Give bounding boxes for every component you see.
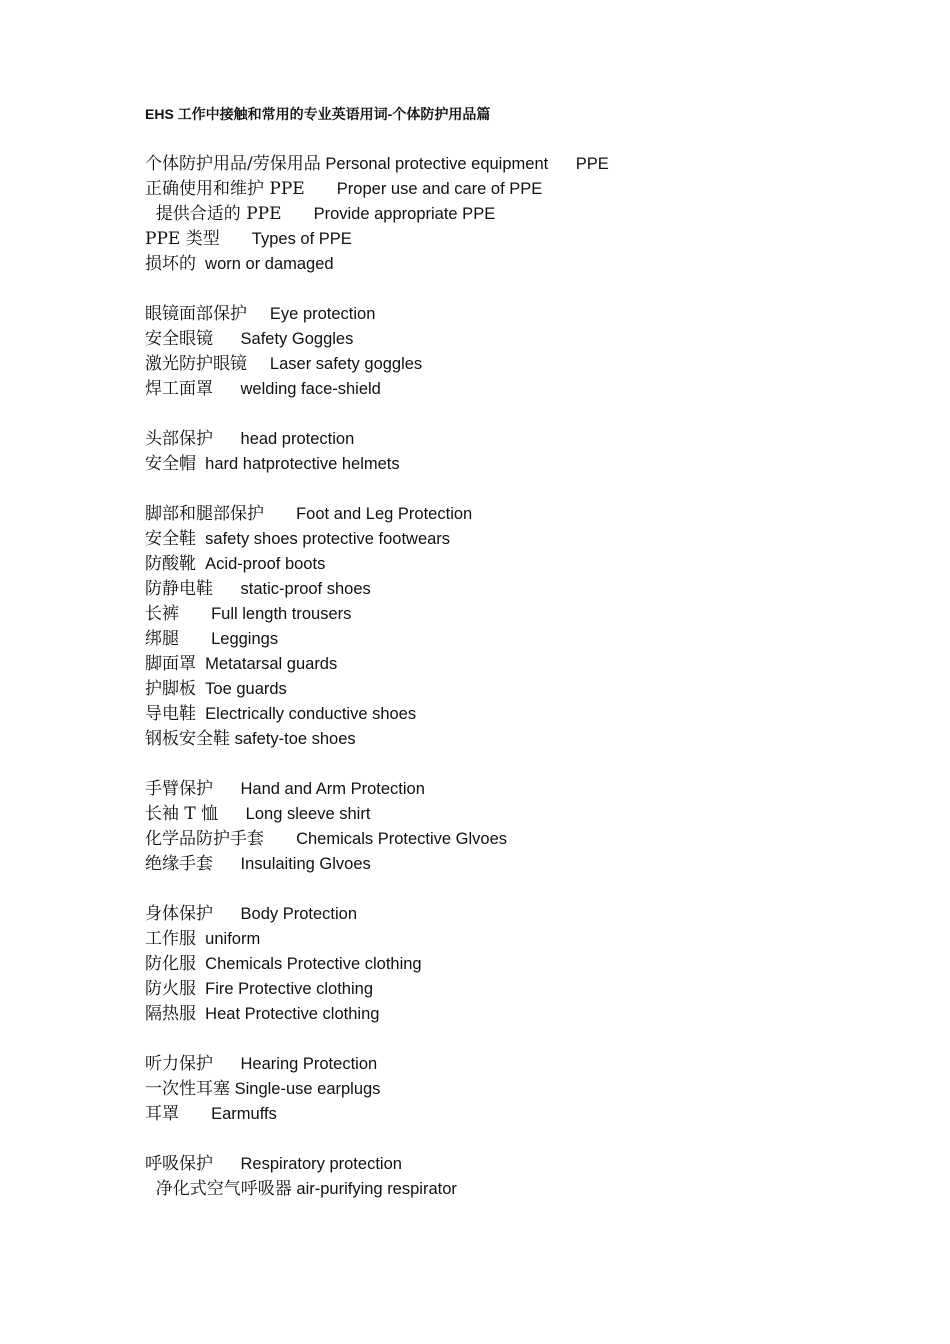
glossary-entry [145, 626, 905, 651]
chinese-term: 绝缘手套 [145, 854, 213, 874]
chinese-term: 防化服 [145, 954, 196, 974]
term-spacer [196, 705, 205, 723]
glossary-section [145, 426, 905, 476]
glossary-section [145, 1051, 905, 1126]
english-term: hard hatprotective helmets [205, 455, 400, 473]
english-term: static-proof shoes [240, 580, 371, 598]
glossary-entry [145, 651, 905, 676]
chinese-term: 脚面罩 [145, 654, 196, 674]
glossary-entry [145, 826, 905, 851]
glossary-entry [145, 901, 905, 926]
english-term: Hearing Protection [240, 1055, 378, 1073]
chinese-term: 净化式空气呼吸器 [145, 1179, 292, 1199]
english-term: Provide appropriate PPE [313, 205, 496, 223]
glossary-entry [145, 151, 905, 176]
document-page [145, 104, 905, 1226]
chinese-term: 隔热服 [145, 1004, 196, 1024]
glossary-entry [145, 776, 905, 801]
chinese-term: 呼吸保护 [145, 1154, 213, 1174]
chinese-term: 损坏的 [145, 254, 196, 274]
glossary-entry [145, 1176, 905, 1201]
term-spacer [196, 530, 205, 548]
chinese-term: 防酸靴 [145, 554, 196, 574]
glossary-entry [145, 301, 905, 326]
term-spacer [196, 955, 205, 973]
glossary-entry [145, 426, 905, 451]
chinese-term: 手臂保护 [145, 779, 213, 799]
glossary-entry [145, 601, 905, 626]
chinese-term: 听力保护 [145, 1054, 213, 1074]
term-spacer [196, 980, 205, 998]
glossary-entry [145, 701, 905, 726]
chinese-term: 防静电鞋 [145, 579, 213, 599]
glossary-section [145, 901, 905, 1026]
term-spacer [196, 255, 205, 273]
english-term: Personal protective equipment PPE [325, 155, 609, 173]
chinese-term: 安全眼镜 [145, 329, 213, 349]
chinese-term: 一次性耳塞 [145, 1079, 230, 1099]
glossary-entry [145, 801, 905, 826]
term-spacer [179, 605, 211, 623]
term-spacer [213, 855, 241, 873]
term-spacer [213, 780, 241, 798]
english-term: Proper use and care of PPE [336, 180, 543, 198]
term-spacer [196, 1005, 205, 1023]
term-spacer [179, 1105, 211, 1123]
english-term: Fire Protective clothing [205, 980, 373, 998]
glossary-section [145, 1151, 905, 1201]
chinese-term: 长裤 [145, 604, 179, 624]
english-term: Laser safety goggles [269, 355, 423, 373]
chinese-term: 安全帽 [145, 454, 196, 474]
english-term: Acid-proof boots [205, 555, 326, 573]
term-spacer [213, 905, 241, 923]
chinese-term: 身体保护 [145, 904, 213, 924]
glossary-entry [145, 451, 905, 476]
english-term: Full length trousers [211, 605, 352, 623]
english-term: Toe guards [205, 680, 287, 698]
glossary-entry [145, 201, 905, 226]
glossary-entry [145, 176, 905, 201]
glossary-entry [145, 951, 905, 976]
glossary-entry [145, 251, 905, 276]
term-spacer [213, 330, 241, 348]
glossary-entry [145, 376, 905, 401]
english-term: Types of PPE [251, 230, 352, 248]
english-term: Chemicals Protective clothing [205, 955, 422, 973]
term-spacer [213, 1155, 241, 1173]
term-spacer [282, 205, 314, 223]
chinese-term: 激光防护眼镜 [145, 354, 247, 374]
english-term: safety shoes protective footwears [205, 530, 451, 548]
glossary-section [145, 301, 905, 401]
english-term: Earmuffs [211, 1105, 277, 1123]
english-term: Foot and Leg Protection [296, 505, 473, 523]
glossary-section [145, 776, 905, 876]
english-term: Leggings [211, 630, 279, 648]
chinese-term: 耳罩 [145, 1104, 179, 1124]
english-term: head protection [240, 430, 355, 448]
english-term: Insulaiting Glvoes [240, 855, 371, 873]
glossary-entry [145, 226, 905, 251]
glossary-entry [145, 676, 905, 701]
glossary-entry [145, 726, 905, 751]
english-term: safety-toe shoes [234, 730, 356, 748]
glossary-entry [145, 1001, 905, 1026]
term-spacer [218, 805, 246, 823]
english-term: uniform [205, 930, 261, 948]
glossary-entry [145, 1101, 905, 1126]
term-spacer [213, 380, 241, 398]
term-spacer [213, 430, 241, 448]
glossary-entry [145, 351, 905, 376]
term-spacer [264, 505, 296, 523]
term-spacer [213, 580, 241, 598]
english-term: Metatarsal guards [205, 655, 338, 673]
english-term: Single-use earplugs [234, 1080, 381, 1098]
glossary-entry [145, 326, 905, 351]
chinese-term: 化学品防护手套 [145, 829, 264, 849]
english-term: worn or damaged [205, 255, 334, 273]
glossary-section [145, 501, 905, 751]
glossary-entry [145, 551, 905, 576]
glossary-entry [145, 851, 905, 876]
term-spacer [247, 305, 270, 323]
chinese-term: 焊工面罩 [145, 379, 213, 399]
term-spacer [220, 230, 252, 248]
english-term: Electrically conductive shoes [205, 705, 417, 723]
chinese-term: 工作服 [145, 929, 196, 949]
term-spacer [196, 455, 205, 473]
chinese-term: PPE 类型 [145, 229, 220, 249]
chinese-term: 防火服 [145, 979, 196, 999]
chinese-term: 护脚板 [145, 679, 196, 699]
glossary-entry [145, 976, 905, 1001]
term-spacer [196, 930, 205, 948]
chinese-term: 个体防护用品/劳保用品 [145, 154, 321, 174]
term-spacer [305, 180, 337, 198]
term-spacer [247, 355, 270, 373]
glossary-entry [145, 1076, 905, 1101]
english-term: Body Protection [240, 905, 357, 923]
english-term: Respiratory protection [240, 1155, 402, 1173]
english-term: Heat Protective clothing [205, 1005, 380, 1023]
term-spacer [196, 555, 205, 573]
chinese-term: 钢板安全鞋 [145, 729, 230, 749]
chinese-term: 导电鞋 [145, 704, 196, 724]
english-term: Eye protection [269, 305, 376, 323]
document-title: EHS 工作中接触和常用的专业英语用词-个体防护用品篇 [145, 106, 491, 122]
chinese-term: 长袖 T 恤 [145, 804, 219, 824]
chinese-term: 绑腿 [145, 629, 179, 649]
term-spacer [196, 680, 205, 698]
chinese-term: 头部保护 [145, 429, 213, 449]
glossary-entry [145, 501, 905, 526]
glossary-entry [145, 526, 905, 551]
english-term: Long sleeve shirt [245, 805, 371, 823]
glossary-entry [145, 1051, 905, 1076]
term-spacer [179, 630, 211, 648]
chinese-term: 眼镜面部保护 [145, 304, 247, 324]
glossary-entry [145, 926, 905, 951]
glossary-sections [145, 151, 905, 1201]
english-term: Hand and Arm Protection [240, 780, 425, 798]
chinese-term: 脚部和腿部保护 [145, 504, 264, 524]
chinese-term: 安全鞋 [145, 529, 196, 549]
glossary-entry [145, 1151, 905, 1176]
glossary-section [145, 151, 905, 276]
term-spacer [213, 1055, 241, 1073]
english-term: Safety Goggles [240, 330, 354, 348]
english-term: welding face-shield [240, 380, 381, 398]
term-spacer [264, 830, 296, 848]
glossary-entry [145, 576, 905, 601]
chinese-term: 正确使用和维护 PPE [145, 179, 305, 199]
chinese-term: 提供合适的 PPE [145, 204, 282, 224]
term-spacer [196, 655, 205, 673]
english-term: Chemicals Protective Glvoes [296, 830, 508, 848]
english-term: air-purifying respirator [296, 1180, 457, 1198]
